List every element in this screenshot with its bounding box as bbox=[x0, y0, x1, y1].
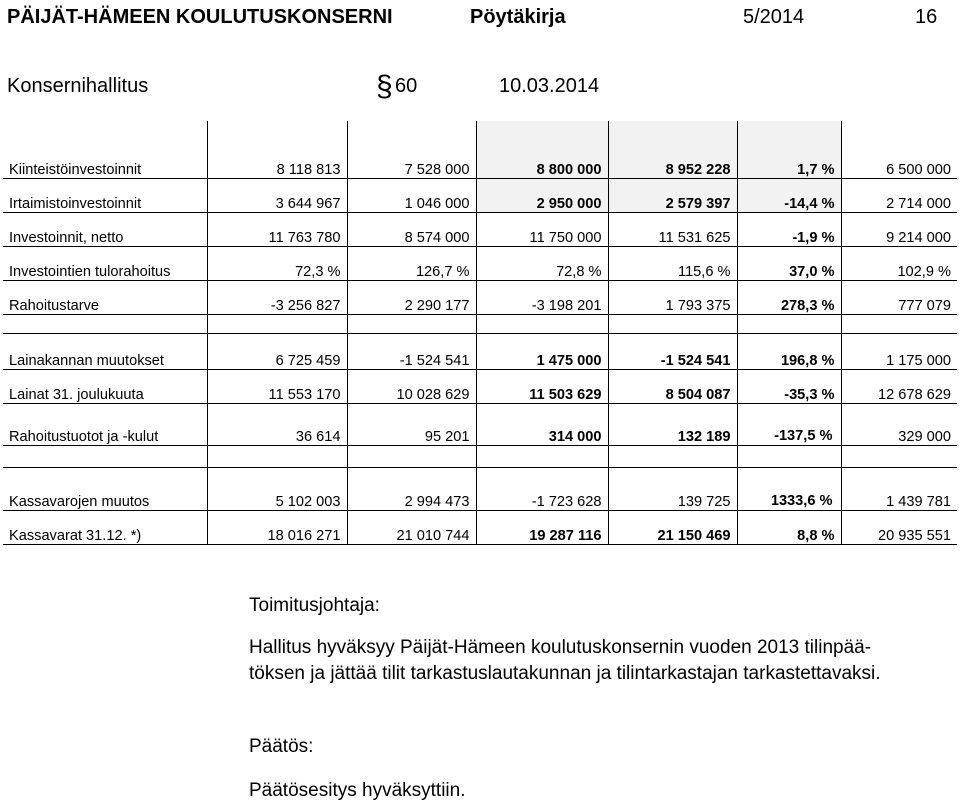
financial-table bbox=[3, 121, 957, 545]
organization-name: PÄIJÄT-HÄMEEN KOULUTUSKONSERNI bbox=[7, 6, 393, 28]
document-type: Pöytäkirja bbox=[470, 6, 566, 28]
proposal-line-1: Hallitus hyväksyy Päijät-Hämeen koulutuskonsernin vuoden 2013 tilinpää- bbox=[249, 637, 872, 658]
issue-number: 5/2014 bbox=[743, 6, 805, 28]
table-spacer-row bbox=[3, 314, 957, 333]
row-label: Kiinteistöinvestoinnit bbox=[3, 141, 207, 178]
meeting-body: Konsernihallitus bbox=[7, 75, 149, 97]
decision-text: Päätösesitys hyväksyttiin. bbox=[249, 780, 466, 801]
row-label: Investointien tulorahoitus bbox=[3, 246, 207, 280]
table-row: Kiinteistöinvestoinnit 8 118 813 7 528 000 8 800 000 8 952 228 1,7 % 6 500 000 bbox=[3, 141, 957, 178]
ceo-heading: Toimitusjohtaja: bbox=[249, 595, 380, 616]
page-number: 16 bbox=[915, 6, 938, 28]
section-number: 60 bbox=[395, 75, 418, 97]
row-label: Rahoitustuotot ja -kulut bbox=[3, 403, 207, 445]
table-header-row bbox=[3, 121, 957, 141]
row-label: Kassavarat 31.12. *) bbox=[3, 510, 207, 544]
table-row: Lainat 31. joulukuuta 11 553 170 10 028 629 11 503 629 8 504 087 -35,3 % 12 678 629 bbox=[3, 369, 957, 403]
row-label: Investoinnit, netto bbox=[3, 212, 207, 246]
row-label: Kassavarojen muutos bbox=[3, 467, 207, 510]
table-row: Irtaimistoinvestoinnit 3 644 967 1 046 000 2 950 000 2 579 397 -14,4 % 2 714 000 bbox=[3, 178, 957, 212]
row-label: Lainakannan muutokset bbox=[3, 333, 207, 369]
table-spacer-row bbox=[3, 445, 957, 467]
meeting-date: 10.03.2014 bbox=[499, 75, 600, 97]
row-label: Rahoitustarve bbox=[3, 280, 207, 314]
table-row: Rahoitustarve -3 256 827 2 290 177 -3 198 201 1 793 375 278,3 % 777 079 bbox=[3, 280, 957, 314]
row-label: Irtaimistoinvestoinnit bbox=[3, 178, 207, 212]
table-row: Investointien tulorahoitus 72,3 % 126,7 % 72,8 % 115,6 % 37,0 % 102,9 % bbox=[3, 246, 957, 280]
table-row: Rahoitustuotot ja -kulut 36 614 95 201 314 000 132 189 -137,5 % 329 000 bbox=[3, 403, 957, 445]
proposal-line-2: töksen ja jättää tilit tarkastuslautakunnan ja tilintarkastajan tarkastettavaksi. bbox=[249, 663, 881, 684]
table-row: Kassavarat 31.12. *) 18 016 271 21 010 744 19 287 116 21 150 469 8,8 % 20 935 551 bbox=[3, 510, 957, 544]
row-label: Lainat 31. joulukuuta bbox=[3, 369, 207, 403]
table-row: Kassavarojen muutos 5 102 003 2 994 473 -1 723 628 139 725 1333,6 % 1 439 781 bbox=[3, 467, 957, 510]
decision-heading: Päätös: bbox=[249, 736, 314, 757]
section-mark: § bbox=[376, 70, 393, 103]
table-row: Investoinnit, netto 11 763 780 8 574 000 11 750 000 11 531 625 -1,9 % 9 214 000 bbox=[3, 212, 957, 246]
table-row: Lainakannan muutokset 6 725 459 -1 524 541 1 475 000 -1 524 541 196,8 % 1 175 000 bbox=[3, 333, 957, 369]
